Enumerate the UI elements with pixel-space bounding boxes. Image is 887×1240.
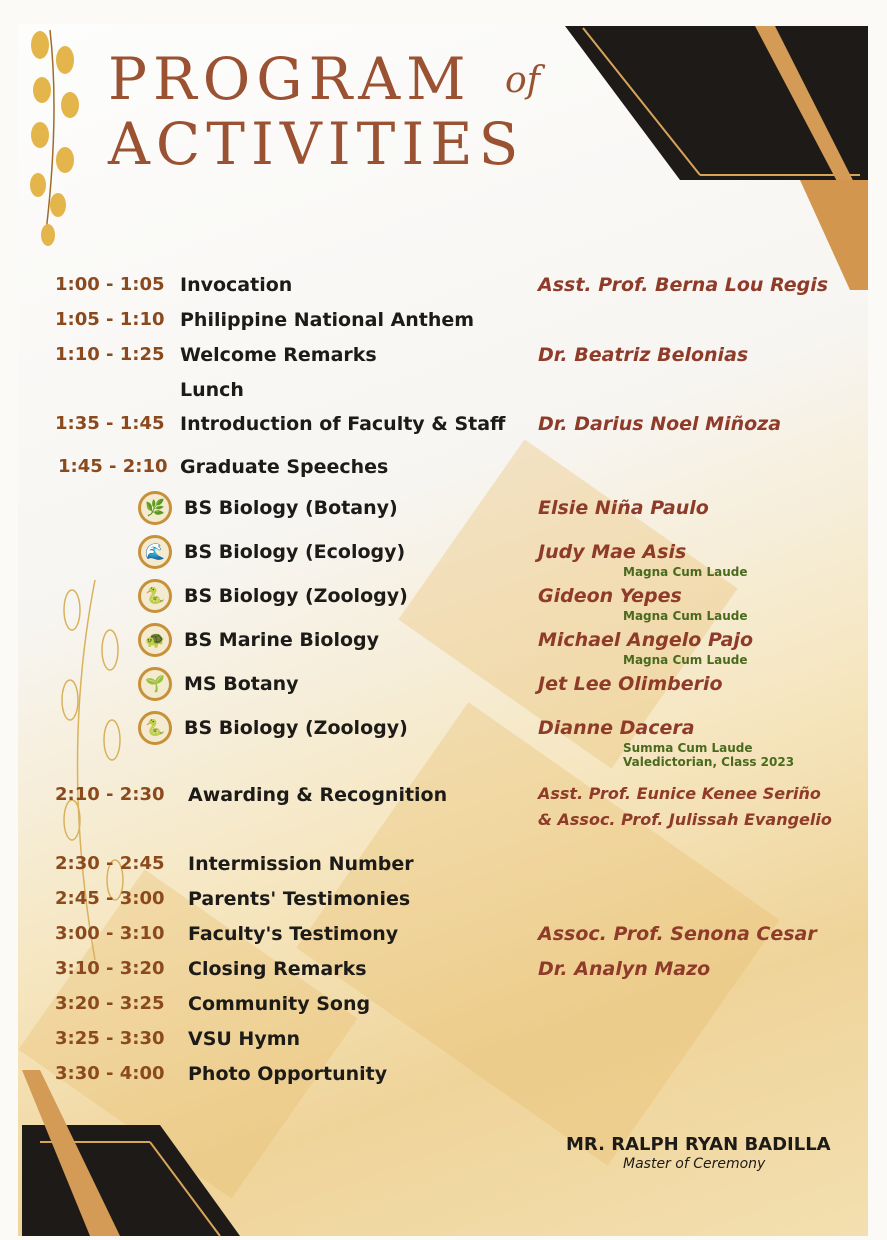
graduate-speech-row bbox=[0, 497, 887, 527]
schedule-row bbox=[0, 853, 887, 883]
time-slot: 1:45 - 2:10 bbox=[58, 456, 168, 477]
speaker-name: Jet Lee Olimberio bbox=[538, 673, 723, 695]
activity-name: Graduate Speeches bbox=[180, 456, 389, 478]
zoology-icon: 🐍 bbox=[138, 711, 172, 745]
activity-name: Closing Remarks bbox=[188, 958, 367, 980]
speaker-name: Gideon Yepes bbox=[538, 585, 682, 607]
honor-note: Valedictorian, Class 2023 bbox=[623, 755, 795, 769]
latin-honor: Magna Cum Laude bbox=[623, 609, 748, 623]
emcee-role: Master of Ceremony bbox=[623, 1156, 766, 1172]
degree-program: MS Botany bbox=[184, 673, 299, 695]
graduate-speech-row bbox=[0, 717, 887, 769]
zoology-icon: 🐍 bbox=[138, 579, 172, 613]
activity-name: Lunch bbox=[180, 379, 244, 401]
activity-name: Faculty's Testimony bbox=[188, 923, 399, 945]
activity-name: Photo Opportunity bbox=[188, 1063, 388, 1085]
speaker-name: Dianne Dacera bbox=[538, 717, 695, 739]
speaker-name: Elsie Niña Paulo bbox=[538, 497, 709, 519]
degree-program: BS Biology (Ecology) bbox=[184, 541, 406, 563]
speaker-name: Michael Angelo Pajo bbox=[538, 629, 754, 651]
schedule-row bbox=[0, 993, 887, 1023]
graduate-speech-row bbox=[0, 585, 887, 623]
graduate-speech-row bbox=[0, 541, 887, 579]
activity-name: VSU Hymn bbox=[188, 1028, 301, 1050]
schedule-row bbox=[0, 413, 887, 443]
ecology-icon: 🌊 bbox=[138, 535, 172, 569]
speaker-name: Judy Mae Asis bbox=[538, 541, 687, 563]
schedule-row bbox=[0, 1063, 887, 1093]
title-line-program: PROGRAM bbox=[108, 45, 472, 113]
title-of: of bbox=[505, 60, 540, 101]
presenter-name: Asst. Prof. Berna Lou Regis bbox=[538, 274, 829, 296]
degree-program: BS Marine Biology bbox=[184, 629, 380, 651]
activity-name: Awarding & Recognition bbox=[188, 784, 448, 806]
degree-program: BS Biology (Zoology) bbox=[184, 585, 408, 607]
latin-honor: Magna Cum Laude bbox=[623, 653, 748, 667]
schedule-row bbox=[0, 379, 887, 409]
gold-leaf-vine bbox=[30, 30, 79, 246]
schedule-row bbox=[0, 344, 887, 374]
time-slot: 1:05 - 1:10 bbox=[55, 309, 165, 330]
time-slot: 2:30 - 2:45 bbox=[55, 853, 165, 874]
degree-program: BS Biology (Botany) bbox=[184, 497, 398, 519]
time-slot: 1:10 - 1:25 bbox=[55, 344, 165, 365]
schedule-row bbox=[0, 923, 887, 953]
activity-name: Introduction of Faculty & Staff bbox=[180, 413, 506, 435]
time-slot: 3:30 - 4:00 bbox=[55, 1063, 165, 1084]
latin-honor: Summa Cum Laude bbox=[623, 741, 753, 755]
presenter-name: Asst. Prof. Eunice Kenee Seriño bbox=[538, 784, 821, 803]
turtle-icon: 🐢 bbox=[138, 623, 172, 657]
activity-name: Philippine National Anthem bbox=[180, 309, 475, 331]
graduate-speech-row bbox=[0, 629, 887, 667]
activity-name: Parents' Testimonies bbox=[188, 888, 411, 910]
plant-icon: 🌱 bbox=[138, 667, 172, 701]
schedule-row bbox=[0, 958, 887, 988]
presenter-name-2: & Assoc. Prof. Julissah Evangelio bbox=[538, 810, 832, 829]
presenter-name: Assoc. Prof. Senona Cesar bbox=[538, 923, 817, 945]
graduate-speech-row bbox=[0, 673, 887, 703]
schedule-row-awarding bbox=[0, 784, 887, 829]
time-slot: 1:35 - 1:45 bbox=[55, 413, 165, 434]
leaf-icon: 🌿 bbox=[138, 491, 172, 525]
time-slot: 3:10 - 3:20 bbox=[55, 958, 165, 979]
time-slot: 3:25 - 3:30 bbox=[55, 1028, 165, 1049]
activity-name: Community Song bbox=[188, 993, 371, 1015]
time-slot: 3:20 - 3:25 bbox=[55, 993, 165, 1014]
schedule-row bbox=[0, 309, 887, 339]
time-slot: 3:00 - 3:10 bbox=[55, 923, 165, 944]
time-slot: 2:10 - 2:30 bbox=[55, 784, 165, 805]
schedule-row bbox=[0, 888, 887, 918]
time-slot: 1:00 - 1:05 bbox=[55, 274, 165, 295]
latin-honor: Magna Cum Laude bbox=[623, 565, 748, 579]
presenter-name: Dr. Darius Noel Miñoza bbox=[538, 413, 782, 435]
schedule-row bbox=[0, 456, 887, 486]
presenter-name: Dr. Beatriz Belonias bbox=[538, 344, 749, 366]
presenter-name: Dr. Analyn Mazo bbox=[538, 958, 711, 980]
top-right-dark-band bbox=[565, 26, 868, 180]
time-slot: 2:45 - 3:00 bbox=[55, 888, 165, 909]
schedule-row bbox=[0, 1028, 887, 1058]
activity-name: Intermission Number bbox=[188, 853, 414, 875]
degree-program: BS Biology (Zoology) bbox=[184, 717, 408, 739]
activity-name: Invocation bbox=[180, 274, 293, 296]
title-line-activities: ACTIVITIES bbox=[108, 110, 525, 178]
emcee-name: MR. RALPH RYAN BADILLA bbox=[566, 1134, 831, 1155]
activity-name: Welcome Remarks bbox=[180, 344, 377, 366]
schedule-row bbox=[0, 274, 887, 304]
